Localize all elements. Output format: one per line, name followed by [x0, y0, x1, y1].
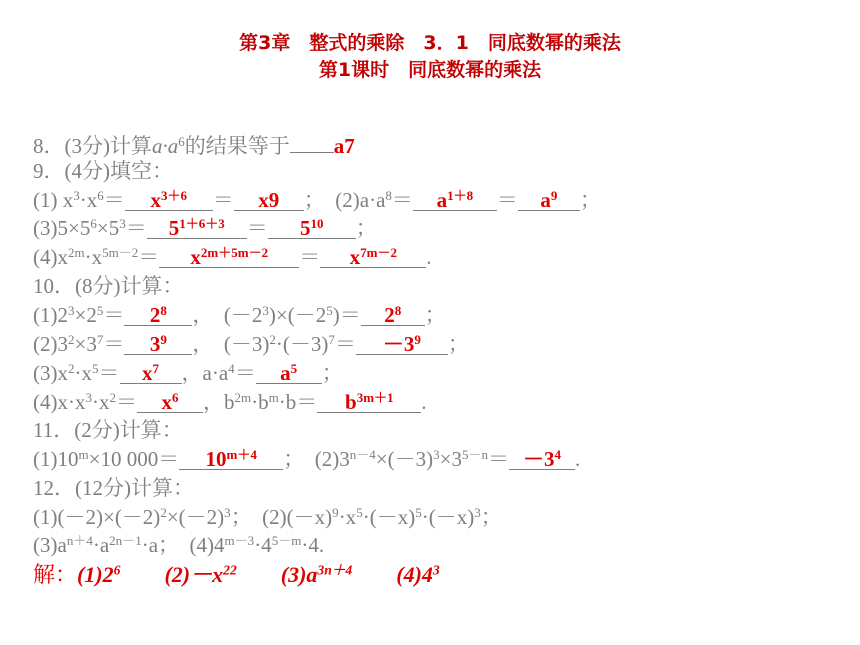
answer-blank — [234, 186, 304, 211]
q8-suffix: 的结果等于 — [184, 134, 290, 158]
text: ＝ — [212, 188, 234, 212]
text: ×3 — [74, 332, 97, 356]
answer-blank — [137, 388, 203, 413]
answer: x — [142, 361, 153, 385]
exp: 5 — [92, 360, 99, 376]
q8-exponent: 6 — [178, 133, 185, 149]
exp: m — [78, 446, 89, 462]
question-10-line-2 — [33, 330, 469, 358]
answer-blank — [124, 330, 192, 355]
text: ＝ — [116, 390, 138, 414]
exp: 6 — [113, 562, 121, 578]
answer-exp: 5 — [290, 360, 298, 376]
answer-blank — [147, 214, 247, 239]
text: ·a — [92, 533, 110, 557]
text: ·(－x) — [362, 505, 416, 529]
text: ； (2)a·a — [303, 188, 386, 212]
text: ，b — [203, 390, 235, 414]
solution-1 — [77, 562, 120, 587]
question-8 — [33, 128, 355, 160]
exp: 3 — [433, 446, 440, 462]
text: ； — [480, 505, 502, 529]
lesson-title: 第1课时 同底数幂的乘法 — [318, 59, 542, 81]
exp: 3 — [73, 187, 80, 203]
answer-exp: 7m－2 — [360, 244, 397, 260]
question-9-line-2 — [33, 214, 377, 242]
answer: x — [150, 188, 162, 212]
exp: 3 — [224, 504, 231, 520]
text: (3)a — [280, 562, 318, 587]
answer-blank — [518, 186, 580, 211]
text: (3)5×5 — [33, 216, 91, 240]
text: ＝ — [103, 303, 125, 327]
exp: 5 — [96, 302, 104, 318]
text: (2)3 — [33, 332, 68, 356]
answer-exp: 8 — [394, 302, 402, 318]
text: ×2 — [74, 303, 97, 327]
answer-exp: 6 — [172, 389, 179, 405]
text: ＝ — [487, 447, 509, 471]
question-10-line-4 — [33, 388, 427, 416]
answer-blank — [159, 243, 299, 268]
text: (3)x — [33, 361, 68, 385]
exp: 22 — [223, 562, 237, 578]
text: . — [426, 245, 432, 269]
text: ＝ — [103, 332, 125, 356]
exp: n＋4 — [66, 532, 93, 548]
text: ； (2)3 — [283, 447, 350, 471]
question-12-title: 12．(12分)计算： — [33, 476, 194, 500]
exp: 3 — [68, 302, 75, 318]
text: ·x — [84, 245, 103, 269]
text: ·4 — [254, 533, 272, 557]
question-10-line-3 — [33, 359, 343, 387]
exp: 2 — [68, 360, 75, 376]
q8-answer: a7 — [333, 134, 355, 158]
text: ＝ — [103, 188, 125, 212]
exp: 5 — [415, 504, 422, 520]
answer-exp: 1＋6＋3 — [179, 215, 225, 231]
text: . — [574, 447, 581, 471]
text: (4)x — [33, 245, 68, 269]
exp: 2m — [234, 389, 252, 405]
answer-exp: 4 — [554, 446, 561, 462]
solution-line — [33, 558, 484, 589]
text: ·x — [338, 505, 357, 529]
exp: 2 — [269, 331, 276, 347]
exp: 2 — [160, 504, 167, 520]
question-11-line-1 — [33, 445, 580, 473]
text: ·(－3) — [275, 332, 329, 356]
text: ＝ — [98, 361, 120, 385]
answer-blank — [361, 301, 425, 326]
solution-4 — [396, 562, 439, 587]
text: (1)10 — [33, 447, 79, 471]
exp: 8 — [385, 187, 392, 203]
exp: 3 — [119, 215, 126, 231]
exp: 5 — [356, 504, 363, 520]
answer-exp: 9 — [414, 331, 421, 347]
exp: 2m — [68, 244, 85, 260]
exp: 7 — [328, 331, 335, 347]
answer: 2 — [384, 303, 395, 327]
exp: 5 — [326, 302, 333, 318]
answer: a — [540, 188, 551, 212]
text: . — [421, 390, 427, 414]
exp: 3n＋4 — [317, 562, 353, 578]
solution-2 — [164, 562, 236, 587]
answer: x — [190, 245, 201, 269]
solution-3 — [281, 562, 352, 587]
text: ； — [447, 332, 469, 356]
text: ； — [424, 303, 446, 327]
exp: 2n－1 — [109, 532, 142, 548]
text: (4)4 — [396, 562, 433, 587]
answer-blank — [268, 214, 356, 239]
text: ·x — [92, 390, 110, 414]
answer: 10 — [205, 447, 227, 471]
exp: 3 — [85, 389, 92, 405]
answer-exp: 7 — [152, 360, 160, 376]
answer-blank — [256, 359, 322, 384]
exp: 4 — [228, 360, 235, 376]
text: ×(－2) — [166, 505, 225, 529]
exp: m－3 — [224, 532, 255, 548]
answer: x9 — [258, 188, 280, 212]
answer-exp: 10 — [310, 215, 324, 231]
question-10-title: 10．(8分)计算： — [33, 274, 184, 298]
exp: 9 — [332, 504, 339, 520]
question-12-line-2 — [33, 531, 324, 559]
answer-blank — [356, 330, 448, 355]
text: ＝ — [138, 245, 160, 269]
question-9-line-1 — [33, 186, 601, 214]
text: ＝ — [125, 216, 147, 240]
question-11-title: 11．(2分)计算： — [33, 418, 183, 442]
text: ＝ — [334, 332, 356, 356]
exp: 5m－2 — [102, 244, 139, 260]
answer: a — [280, 361, 291, 385]
answer-exp: 3m＋1 — [356, 389, 394, 405]
exp: m — [268, 389, 279, 405]
text: ； — [321, 361, 343, 385]
text: ； — [579, 188, 601, 212]
q8-prompt: 8．(3分)计算 — [33, 134, 152, 158]
answer-blank — [320, 243, 426, 268]
text: ； — [355, 216, 377, 240]
text: ×10 000＝ — [88, 447, 180, 471]
text: ； (2)(－x) — [230, 505, 333, 529]
exp: 2 — [109, 389, 117, 405]
answer: －3 — [522, 447, 555, 471]
answer: 5 — [299, 216, 311, 240]
question-10-line-1 — [33, 301, 446, 329]
text: ·x — [74, 361, 93, 385]
answer-exp: 2m＋5m－2 — [200, 244, 269, 260]
answer-blank — [317, 388, 421, 413]
text: )＝ — [332, 303, 361, 327]
answer: a — [436, 188, 448, 212]
text: ·4. — [301, 533, 325, 557]
text: ·x — [79, 188, 98, 212]
text: ×3 — [439, 447, 462, 471]
exp: 3 — [474, 504, 481, 520]
answer: x — [349, 245, 361, 269]
answer: 3 — [149, 332, 161, 356]
text: ×(－3) — [375, 447, 434, 471]
chapter-title: 第3章 整式的乘除 3．1 同底数幂的乘法 — [239, 32, 621, 54]
answer: x — [161, 390, 172, 414]
text: ，a·a — [181, 361, 229, 385]
answer-exp: m＋4 — [226, 446, 257, 462]
exp: 5－m — [271, 532, 302, 548]
exp: 7 — [96, 331, 104, 347]
exp: n－4 — [349, 446, 376, 462]
question-9-title: 9．(4分)填空： — [33, 159, 173, 183]
text: ×5 — [96, 216, 120, 240]
text: ·(－x) — [421, 505, 475, 529]
answer-exp: 9 — [550, 187, 558, 203]
text: ， (－2 — [192, 303, 263, 327]
answer-blank — [413, 186, 497, 211]
answer: －3 — [382, 332, 415, 356]
exp: 2 — [68, 331, 75, 347]
answer-blank — [509, 445, 575, 470]
answer: 2 — [149, 303, 161, 327]
text: ·a； (4)4 — [141, 533, 225, 557]
question-9-line-3 — [33, 243, 432, 271]
solution-label: 解： — [33, 563, 78, 588]
text: )×(－2 — [268, 303, 327, 327]
text: (4)x·x — [33, 390, 86, 414]
answer: 5 — [168, 216, 180, 240]
answer-exp: 1＋8 — [447, 187, 474, 203]
answer-exp: 3＋6 — [161, 187, 188, 203]
text: (3)a — [33, 533, 67, 557]
answer-blank — [120, 359, 182, 384]
text: ·b — [251, 390, 269, 414]
exp: 3 — [432, 562, 440, 578]
q8-blank — [290, 128, 334, 153]
exp: 5－n — [461, 446, 488, 462]
text: ＝ — [391, 188, 413, 212]
text: ·b＝ — [278, 390, 318, 414]
exp: 6 — [90, 215, 97, 231]
answer-exp: 9 — [160, 331, 167, 347]
text: (2)－x — [164, 562, 224, 587]
answer-exp: 8 — [160, 302, 167, 318]
text: ＝ — [234, 361, 256, 385]
answer-blank — [125, 186, 213, 211]
text: ＝ — [246, 216, 268, 240]
text: ， (－3) — [192, 332, 270, 356]
text: ＝ — [299, 245, 321, 269]
text: (1)2 — [33, 303, 68, 327]
text: (1)(－2)×(－2) — [33, 505, 161, 529]
exp: 6 — [97, 187, 104, 203]
answer-blank — [179, 445, 283, 470]
answer-blank — [124, 301, 192, 326]
question-12-line-1 — [33, 503, 502, 531]
text: ＝ — [496, 188, 518, 212]
answer: b — [345, 390, 357, 414]
text: (1)2 — [77, 562, 114, 587]
q8-expression: a·a — [152, 134, 179, 158]
exp: 3 — [262, 302, 269, 318]
text: (1) x — [33, 188, 74, 212]
